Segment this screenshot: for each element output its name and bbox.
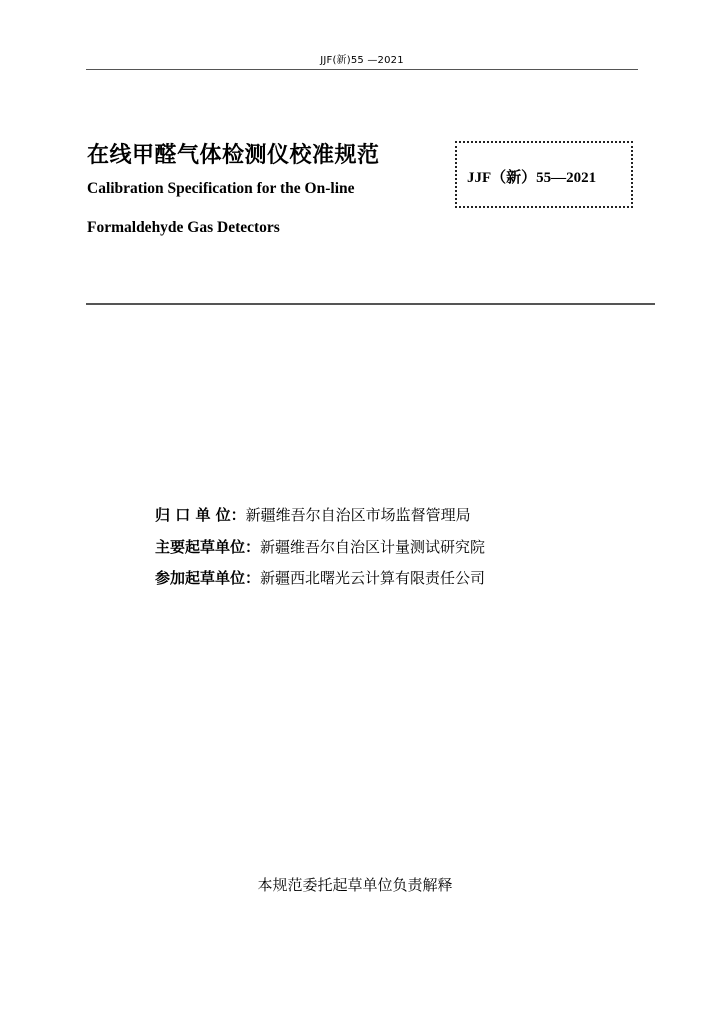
title-divider [86,303,655,305]
organization-value: 新疆维吾尔自治区计量测试研究院 [260,538,486,556]
document-title-english-line2: Formaldehyde Gas Detectors [87,219,280,236]
organization-row-participating-drafter [155,567,485,588]
header-divider [86,69,638,70]
organization-label: 参加起草单位： [155,569,261,587]
organization-row-responsible [155,504,471,525]
organization-label: 归 口 单 位： [155,506,246,524]
organization-row-main-drafter [155,536,485,557]
standard-code: JJF（新）55—2021 [467,170,597,186]
organization-value: 新疆西北曙光云计算有限责任公司 [260,569,486,587]
organization-label: 主要起草单位： [155,538,261,556]
organization-value: 新疆维吾尔自治区市场监督管理局 [245,506,471,524]
document-title-chinese: 在线甲醛气体检测仪校准规范 [87,143,380,168]
standard-code-box [455,141,633,208]
interpretation-note: 本规范委托起草单位负责解释 [257,876,453,894]
running-header: JJF(新)55 —2021 [320,55,404,66]
document-title-english-line1: Calibration Specification for the On-line [87,180,355,197]
